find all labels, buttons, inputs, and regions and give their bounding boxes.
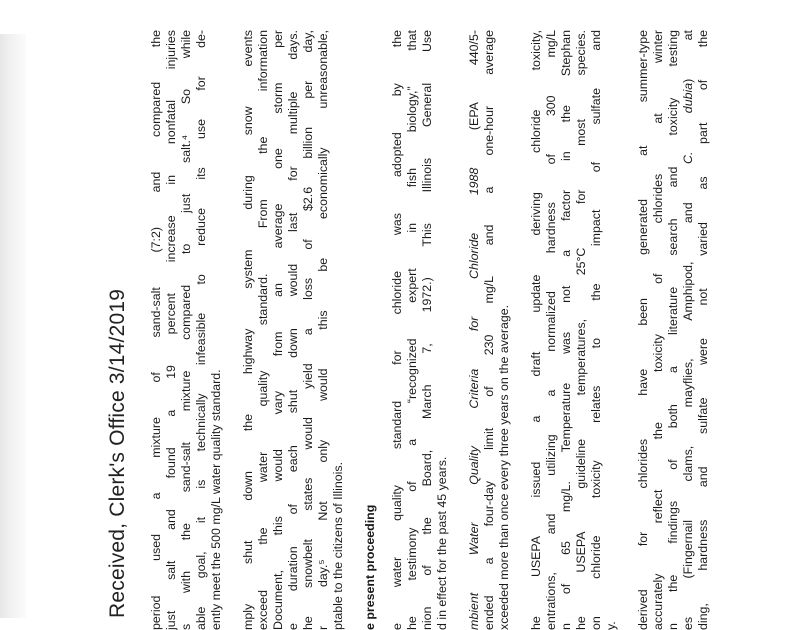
line-text: just salt and found a 19 percent increase in nonfatal injuries: [164, 30, 178, 630]
italic-text: mbient Water Quality Criteria for Chloride 1988: [467, 167, 481, 630]
text-line: [666, 30, 681, 630]
text-line: [544, 30, 559, 630]
text-line: [301, 30, 316, 630]
line-text: mply shut down the highway system during snow events: [241, 30, 255, 630]
line-text: d in effect for the past 45 years.: [435, 456, 449, 630]
text-line: [271, 30, 286, 630]
text-line: [331, 30, 346, 630]
text-line: [316, 30, 331, 630]
line-text: ) at: [681, 30, 695, 83]
body-paragraph: [467, 30, 512, 630]
italic-text: C. dubia: [681, 82, 695, 164]
line-text: xceeded more than once every three years on the average.: [497, 304, 511, 630]
text-line: [256, 30, 271, 630]
line-text: ding, hardness and sulfate were not varied as part of the: [696, 30, 710, 630]
document-body: [149, 30, 728, 630]
line-text: he snowbelt states would yield a loss of $2.6 billion per day,: [301, 30, 315, 630]
line-text: ended a four-day limit of 230 mg/L and a one-hour average: [482, 30, 496, 630]
text-line: [286, 30, 301, 630]
body-paragraph: [149, 30, 224, 630]
text-line: [467, 30, 482, 630]
text-line: [179, 30, 194, 630]
line-text: es (Fingernail clams, mayflies, Amphipod, and: [681, 164, 695, 630]
body-paragraph: [390, 30, 450, 630]
line-text: nion of the Board, March 7, 1972.) This Illinois General Use: [420, 30, 434, 630]
line-text: exceed the water quality standard. From the information: [256, 30, 270, 630]
text-line: [529, 30, 544, 630]
line-text: r day.⁵ Not only would this be economically unreasonable,: [316, 30, 330, 630]
text-line: [636, 30, 651, 630]
line-text: n of 65 mg/L. Temperature was not a factor in the Stephan: [559, 30, 573, 630]
body-paragraph: [636, 30, 711, 630]
text-line: [209, 30, 224, 630]
line-text: y.: [604, 621, 618, 630]
line-text: period used a mixture of sand-salt (7:2) and compared the: [149, 30, 163, 630]
text-line: [241, 30, 256, 630]
text-line: [604, 30, 619, 630]
text-line: [420, 30, 435, 630]
line-text: entrations, and utilizing a normalized hardness of 300 mg/L: [544, 30, 558, 630]
line-text: on chloride toxicity relates to the impact of sulfate and: [589, 30, 603, 630]
line-text: Document, this would vary from an average one storm per: [271, 30, 285, 630]
body-paragraph: [529, 30, 619, 630]
line-text: e water quality standard for chloride was adopted by the: [390, 30, 404, 630]
text-line: [149, 30, 164, 630]
text-line: [681, 30, 696, 630]
line-text: ptable to the citizens of Illinois.: [331, 461, 345, 630]
text-line: [574, 30, 589, 630]
section-heading: e present proceeding: [363, 504, 377, 630]
text-line: [435, 30, 450, 630]
scan-edge-shadow: [0, 34, 26, 618]
line-text: derived for chlorides have been generated at summer-type: [636, 30, 650, 630]
line-text: he USEPA guideline temperatures, 25°C for most species.: [574, 30, 588, 630]
text-line: [405, 30, 420, 630]
line-text: accurately reflect the toxicity of chlorides at winter: [651, 30, 665, 630]
body-paragraph: [241, 30, 346, 630]
text-line: [390, 30, 405, 630]
line-text: s with the sand-salt mixture compared to just salt.⁴ So while: [179, 30, 193, 630]
line-text: he USEPA issued a draft update deriving chloride toxicity,: [529, 30, 543, 630]
line-text: he testimony of a “recognized expert in fish biology,” that: [405, 30, 419, 630]
line-text: ently meet the 500 mg/L water quality standard.: [209, 369, 223, 630]
text-line: [589, 30, 604, 630]
rotated-document-page: [52, 30, 742, 630]
line-text: e duration of each shut down would last for multiple days.: [286, 30, 300, 630]
line-text: n the findings of both a literature search and toxicity testing: [666, 30, 680, 630]
text-line: [482, 30, 497, 630]
line-text: (EPA 440/5-: [467, 30, 481, 168]
line-text: able goal, it is technically infeasible to reduce its use for de-: [194, 30, 208, 630]
text-line: [651, 30, 666, 630]
text-line: [194, 30, 209, 630]
clerk-received-stamp: Received, Clerk's Office 3/14/2019: [106, 288, 129, 618]
text-line: [696, 30, 711, 630]
text-line: [497, 30, 512, 630]
text-line: [164, 30, 179, 630]
text-line: [559, 30, 574, 630]
